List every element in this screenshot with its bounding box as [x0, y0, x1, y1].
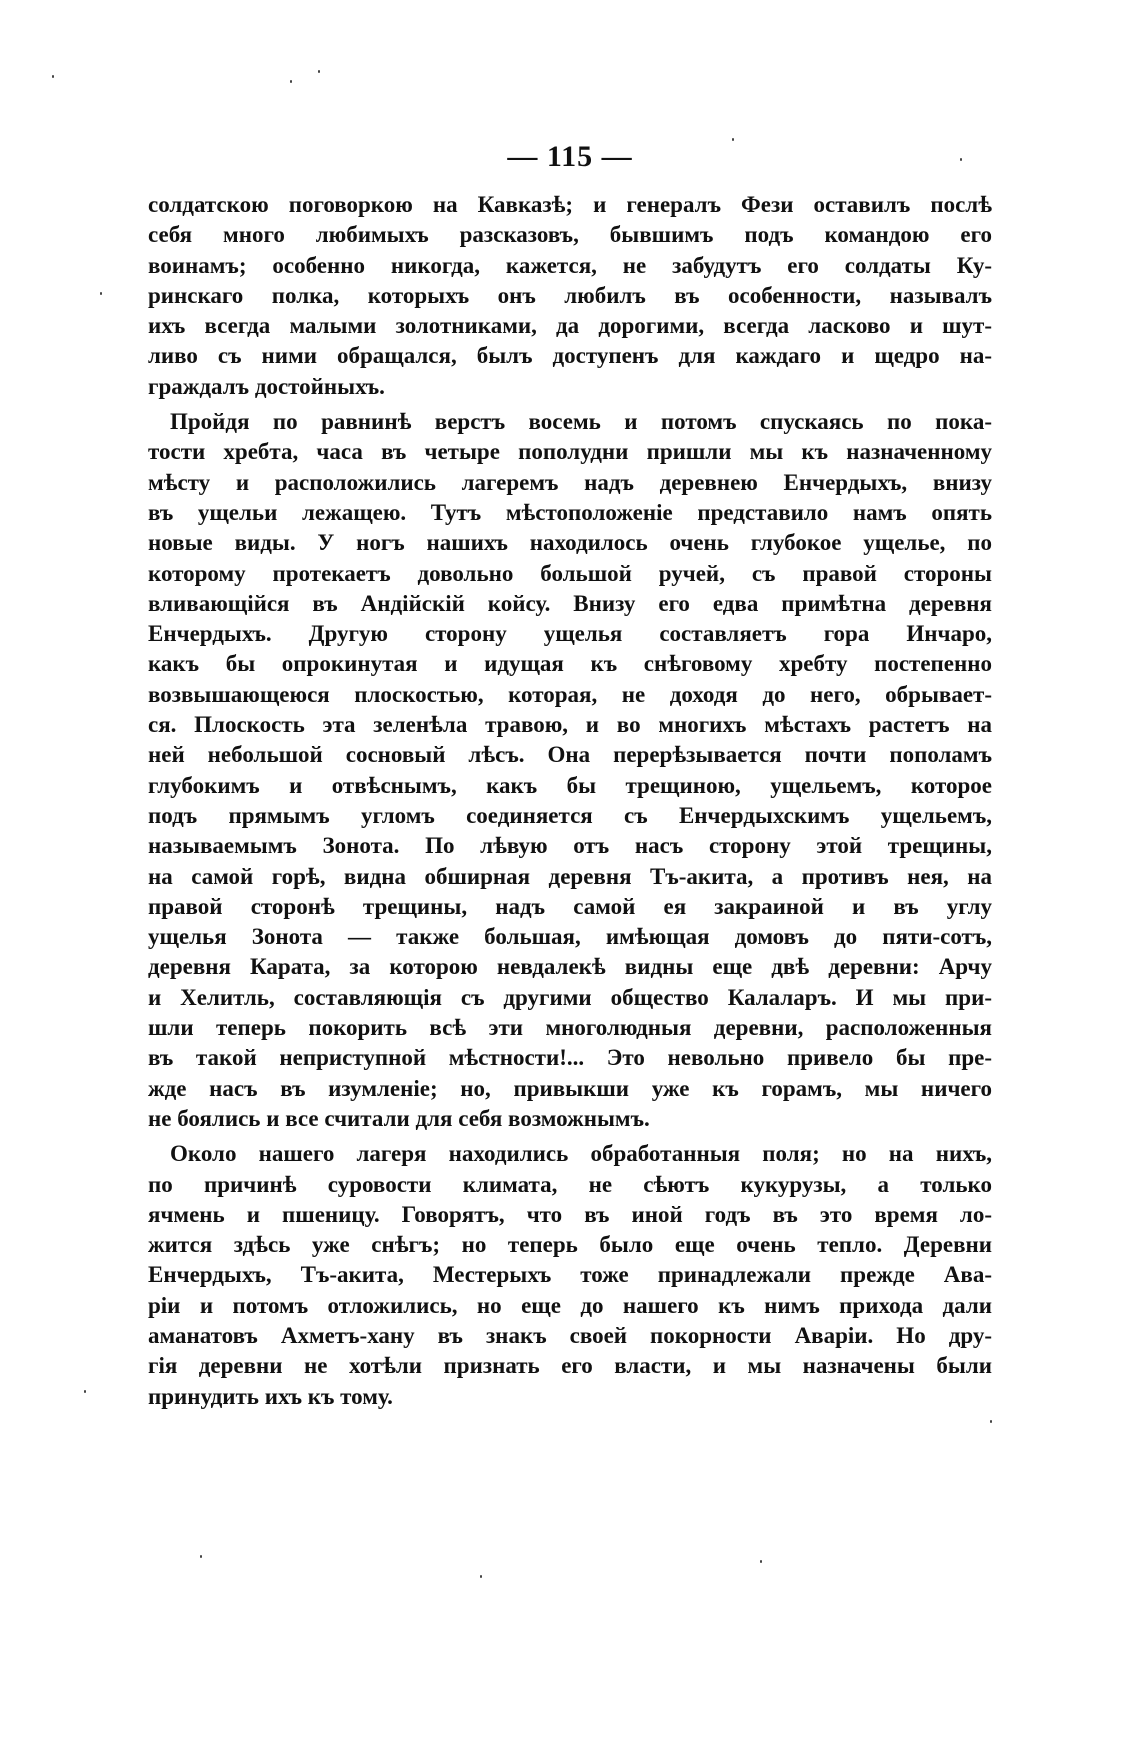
text-line: ущелья Зонота — также большая, имѣющая домовъ до пяти-сотъ, [148, 924, 992, 950]
text-line: которому протекаетъ довольно большой ручей, съ правой стороны [148, 560, 992, 586]
text-line: тости хребта, часа въ четыре пополудни пришли мы къ назначенному [148, 439, 992, 465]
scan-speck [760, 1560, 762, 1563]
text-line: солдатскою поговоркою на Кавказѣ; и генералъ Фези оставилъ послѣ [148, 192, 992, 217]
text-line: воинамъ; особенно никогда, кажется, не забудутъ его солдаты Ку- [148, 252, 992, 278]
text-line: аманатовъ Ахметъ-хану въ знакъ своей покорности Аваріи. Но дру- [148, 1322, 992, 1348]
text-line: новые виды. У ногъ нашихъ находилось очень глубокое ущелье, по [148, 530, 992, 556]
text-line: Енчердыхъ. Другую сторону ущелья составляетъ гора Инчаро, [148, 621, 992, 647]
paragraph-1 [148, 190, 992, 402]
text-line: деревня Карата, за которою невдалекѣ видны еще двѣ деревни: Арчу [148, 954, 992, 980]
text-line: на самой горѣ, видна обширная деревня Тъ-акита, а противъ нея, на [148, 863, 992, 889]
text-line: ся. Плоскость эта зеленѣла травою, и во многихъ мѣстахъ растетъ на [148, 712, 992, 738]
text-line: жде насъ въ изумленіе; но, привыкши уже къ горамъ, мы ничего [148, 1075, 992, 1101]
scan-speck [290, 80, 292, 83]
text-line: подъ прямымъ угломъ соединяется съ Енчердыхскимъ ущельемъ, [148, 802, 992, 828]
text-line: ней небольшой сосновый лѣсъ. Она перерѣзывается почти пополамъ [148, 742, 992, 768]
text-line: шли теперь покорить всѣ эти многолюдныя деревни, расположенныя [148, 1015, 992, 1041]
paragraph-3 [148, 1139, 992, 1412]
text-line: жится здѣсь уже снѣгъ; но теперь было еще очень тепло. Деревни [148, 1232, 992, 1258]
text-line: ихъ всегда малыми золотниками, да дорогими, всегда ласково и шут- [148, 313, 992, 339]
body-text [148, 190, 992, 1412]
scan-speck [990, 1420, 992, 1423]
text-line: и Хелитль, составляющія съ другими общество Калаларъ. И мы при- [148, 984, 992, 1010]
text-line: принудить ихъ къ тому. [148, 1383, 393, 1409]
scan-speck [84, 1390, 86, 1393]
text-line: ливо съ ними обращался, былъ доступенъ для каждаго и щедро на- [148, 343, 992, 369]
text-line: въ такой неприступной мѣстности!... Это невольно привело бы пре- [148, 1045, 992, 1071]
text-line: ячмень и пшеницу. Говорятъ, что въ иной годъ въ это время ло- [148, 1201, 992, 1227]
text-line: ріи и потомъ отложились, но еще до нашего къ нимъ прихода дали [148, 1292, 992, 1318]
paragraph-2 [148, 407, 992, 1134]
text-line: возвышающеюся плоскостью, которая, не доходя до него, обрывает- [148, 681, 992, 707]
text-line: вливающійся въ Андійскій койсу. Внизу его едва примѣтна деревня [148, 590, 992, 616]
text-line: какъ бы опрокинутая и идущая къ снѣговому хребту постепенно [148, 651, 992, 677]
scan-speck [732, 138, 734, 141]
text-line: мѣсту и расположились лагеремъ надъ деревнею Енчердыхъ, внизу [148, 469, 992, 495]
scan-speck [960, 158, 962, 161]
text-line: граждалъ достойныхъ. [148, 373, 385, 399]
scan-speck [480, 1575, 482, 1578]
scan-speck [200, 1555, 202, 1558]
text-line: Пройдя по равнинѣ верстъ восемь и потомъ спускаясь по пока- [170, 409, 992, 435]
page-number: — 115 — [507, 140, 633, 173]
text-line: Около нашего лагеря находились обработанныя поля; но на нихъ, [170, 1141, 992, 1167]
scan-speck [100, 292, 102, 295]
scan-speck [318, 70, 320, 73]
text-line: гія деревни не хотѣли признать его власти, и мы назначены были [148, 1353, 992, 1379]
text-line: правой сторонѣ трещины, надъ самой ея закраиной и въ углу [148, 893, 992, 919]
text-line: ринскаго полка, которыхъ онъ любилъ въ особенности, называлъ [148, 282, 992, 308]
text-line: по причинѣ суровости климата, не сѣютъ кукурузы, а только [148, 1171, 992, 1197]
scan-speck [52, 75, 54, 78]
text-line: Енчердыхъ, Тъ-акита, Местерыхъ тоже принадлежали прежде Ава- [148, 1262, 992, 1288]
text-line: называемымъ Зонота. По лѣвую отъ насъ сторону этой трещины, [148, 833, 992, 859]
text-line: въ ущельи лежащею. Тутъ мѣстоположеніе представило намъ опять [148, 499, 992, 525]
text-line: себя много любимыхъ разсказовъ, бывшимъ подъ командою его [148, 222, 992, 248]
text-line: не боялись и все считали для себя возможнымъ. [148, 1105, 650, 1131]
text-line: глубокимъ и отвѣснымъ, какъ бы трещиною, ущельемъ, которое [148, 772, 992, 798]
